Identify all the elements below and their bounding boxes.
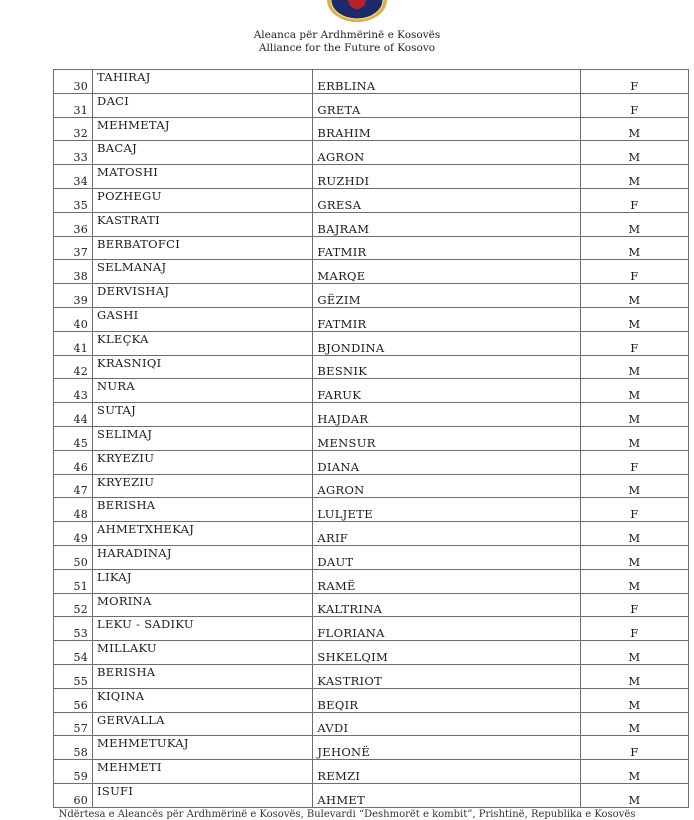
last-name-cell: KASTRATI bbox=[93, 212, 313, 236]
last-name-cell: NURA bbox=[93, 379, 313, 403]
last-name-cell: LEKU - SADIKU bbox=[93, 617, 313, 641]
row-number: 41 bbox=[54, 331, 93, 355]
gender-cell: M bbox=[580, 664, 688, 688]
first-name-cell: MENSUR bbox=[313, 426, 580, 450]
first-name-cell: SHKELQIM bbox=[313, 641, 580, 665]
first-name-cell: GËZIM bbox=[313, 284, 580, 308]
gender-cell: M bbox=[580, 760, 688, 784]
row-number: 31 bbox=[54, 93, 93, 117]
table-row bbox=[54, 307, 689, 331]
first-name-cell: DIANA bbox=[313, 450, 580, 474]
gender-cell: M bbox=[580, 522, 688, 546]
table-row bbox=[54, 783, 689, 807]
last-name-cell: BERISHA bbox=[93, 498, 313, 522]
gender-cell: M bbox=[580, 141, 688, 165]
last-name-cell: MATOSHI bbox=[93, 165, 313, 189]
row-number: 55 bbox=[54, 664, 93, 688]
last-name-cell: MORINA bbox=[93, 593, 313, 617]
gender-cell: F bbox=[580, 70, 688, 94]
first-name-cell: AVDI bbox=[313, 712, 580, 736]
table-row bbox=[54, 355, 689, 379]
gender-cell: M bbox=[580, 284, 688, 308]
row-number: 56 bbox=[54, 688, 93, 712]
candidate-table-body bbox=[54, 70, 689, 808]
table-row bbox=[54, 617, 689, 641]
row-number: 54 bbox=[54, 641, 93, 665]
party-emblem-icon bbox=[326, 0, 388, 24]
first-name-cell: BJONDINA bbox=[313, 331, 580, 355]
table-row bbox=[54, 284, 689, 308]
first-name-cell: ERBLINA bbox=[313, 70, 580, 94]
first-name-cell: BEQIR bbox=[313, 688, 580, 712]
row-number: 53 bbox=[54, 617, 93, 641]
row-number: 34 bbox=[54, 165, 93, 189]
first-name-cell: AGRON bbox=[313, 141, 580, 165]
gender-cell: M bbox=[580, 474, 688, 498]
row-number: 46 bbox=[54, 450, 93, 474]
row-number: 44 bbox=[54, 403, 93, 427]
gender-cell: M bbox=[580, 569, 688, 593]
document-header bbox=[0, 0, 694, 64]
first-name-cell: JEHONË bbox=[313, 736, 580, 760]
gender-cell: M bbox=[580, 688, 688, 712]
gender-cell: M bbox=[580, 212, 688, 236]
last-name-cell: MILLAKU bbox=[93, 641, 313, 665]
row-number: 40 bbox=[54, 307, 93, 331]
row-number: 30 bbox=[54, 70, 93, 94]
first-name-cell: FATMIR bbox=[313, 236, 580, 260]
row-number: 37 bbox=[54, 236, 93, 260]
first-name-cell: HAJDAR bbox=[313, 403, 580, 427]
first-name-cell: AHMET bbox=[313, 783, 580, 807]
last-name-cell: KIQINA bbox=[93, 688, 313, 712]
table-row bbox=[54, 260, 689, 284]
table-row bbox=[54, 664, 689, 688]
gender-cell: F bbox=[580, 498, 688, 522]
row-number: 49 bbox=[54, 522, 93, 546]
gender-cell: M bbox=[580, 236, 688, 260]
gender-cell: F bbox=[580, 331, 688, 355]
table-row bbox=[54, 70, 689, 94]
last-name-cell: AHMETXHEKAJ bbox=[93, 522, 313, 546]
table-row bbox=[54, 141, 689, 165]
first-name-cell: FLORIANA bbox=[313, 617, 580, 641]
table-row bbox=[54, 474, 689, 498]
row-number: 45 bbox=[54, 426, 93, 450]
first-name-cell: RAMË bbox=[313, 569, 580, 593]
table-row bbox=[54, 379, 689, 403]
first-name-cell: ARIF bbox=[313, 522, 580, 546]
gender-cell: F bbox=[580, 260, 688, 284]
first-name-cell: GRESA bbox=[313, 188, 580, 212]
row-number: 43 bbox=[54, 379, 93, 403]
first-name-cell: DAUT bbox=[313, 545, 580, 569]
first-name-cell: LULJETE bbox=[313, 498, 580, 522]
first-name-cell: KASTRIOT bbox=[313, 664, 580, 688]
table-row bbox=[54, 688, 689, 712]
table-row bbox=[54, 498, 689, 522]
last-name-cell: MEHMETI bbox=[93, 760, 313, 784]
table-row bbox=[54, 426, 689, 450]
table-row bbox=[54, 403, 689, 427]
first-name-cell: RUZHDI bbox=[313, 165, 580, 189]
row-number: 33 bbox=[54, 141, 93, 165]
row-number: 36 bbox=[54, 212, 93, 236]
table-row bbox=[54, 545, 689, 569]
last-name-cell: SELIMAJ bbox=[93, 426, 313, 450]
row-number: 35 bbox=[54, 188, 93, 212]
gender-cell: F bbox=[580, 617, 688, 641]
gender-cell: M bbox=[580, 355, 688, 379]
first-name-cell: REMZI bbox=[313, 760, 580, 784]
row-number: 51 bbox=[54, 569, 93, 593]
gender-cell: M bbox=[580, 379, 688, 403]
last-name-cell: BACAJ bbox=[93, 141, 313, 165]
last-name-cell: KRASNIQI bbox=[93, 355, 313, 379]
row-number: 57 bbox=[54, 712, 93, 736]
first-name-cell: FARUK bbox=[313, 379, 580, 403]
org-name-albanian: Aleanca për Ardhmërinë e Kosovës bbox=[253, 29, 441, 41]
row-number: 52 bbox=[54, 593, 93, 617]
table-row bbox=[54, 641, 689, 665]
last-name-cell: DERVISHAJ bbox=[93, 284, 313, 308]
table-row bbox=[54, 593, 689, 617]
org-name-english: Alliance for the Future of Kosovo bbox=[258, 42, 436, 54]
gender-cell: F bbox=[580, 736, 688, 760]
row-number: 42 bbox=[54, 355, 93, 379]
row-number: 60 bbox=[54, 783, 93, 807]
table-row bbox=[54, 236, 689, 260]
table-row bbox=[54, 522, 689, 546]
table-row bbox=[54, 760, 689, 784]
gender-cell: F bbox=[580, 593, 688, 617]
first-name-cell: MARQE bbox=[313, 260, 580, 284]
first-name-cell: GRETA bbox=[313, 93, 580, 117]
table-row bbox=[54, 569, 689, 593]
row-number: 48 bbox=[54, 498, 93, 522]
gender-cell: F bbox=[580, 188, 688, 212]
gender-cell: M bbox=[580, 641, 688, 665]
last-name-cell: POZHEGU bbox=[93, 188, 313, 212]
last-name-cell: KRYEZIU bbox=[93, 474, 313, 498]
table-row bbox=[54, 212, 689, 236]
first-name-cell: FATMIR bbox=[313, 307, 580, 331]
gender-cell: M bbox=[580, 307, 688, 331]
table-row bbox=[54, 165, 689, 189]
last-name-cell: LIKAJ bbox=[93, 569, 313, 593]
first-name-cell: BAJRAM bbox=[313, 212, 580, 236]
last-name-cell: HARADINAJ bbox=[93, 545, 313, 569]
table-row bbox=[54, 331, 689, 355]
gender-cell: M bbox=[580, 426, 688, 450]
last-name-cell: MEHMETUKAJ bbox=[93, 736, 313, 760]
gender-cell: M bbox=[580, 165, 688, 189]
footer-address: Ndërtesa e Aleancës për Ardhmërinë e Kosovës, Bulevardi “Deshmorët e kombit”, Prishtinë, Republika e Kosovës bbox=[58, 809, 636, 820]
candidate-table bbox=[53, 69, 689, 808]
gender-cell: M bbox=[580, 117, 688, 141]
row-number: 50 bbox=[54, 545, 93, 569]
gender-cell: F bbox=[580, 450, 688, 474]
first-name-cell: BESNIK bbox=[313, 355, 580, 379]
first-name-cell: AGRON bbox=[313, 474, 580, 498]
last-name-cell: GERVALLA bbox=[93, 712, 313, 736]
last-name-cell: GASHI bbox=[93, 307, 313, 331]
first-name-cell: BRAHIM bbox=[313, 117, 580, 141]
row-number: 47 bbox=[54, 474, 93, 498]
gender-cell: M bbox=[580, 712, 688, 736]
gender-cell: F bbox=[580, 93, 688, 117]
table-row bbox=[54, 93, 689, 117]
last-name-cell: DACI bbox=[93, 93, 313, 117]
last-name-cell: ISUFI bbox=[93, 783, 313, 807]
last-name-cell: BERISHA bbox=[93, 664, 313, 688]
row-number: 39 bbox=[54, 284, 93, 308]
first-name-cell: KALTRINA bbox=[313, 593, 580, 617]
last-name-cell: SELMANAJ bbox=[93, 260, 313, 284]
table-row bbox=[54, 736, 689, 760]
table-row bbox=[54, 188, 689, 212]
table-row bbox=[54, 450, 689, 474]
row-number: 38 bbox=[54, 260, 93, 284]
table-row bbox=[54, 712, 689, 736]
table-row bbox=[54, 117, 689, 141]
gender-cell: M bbox=[580, 403, 688, 427]
last-name-cell: KLEÇKA bbox=[93, 331, 313, 355]
last-name-cell: BERBATOFCI bbox=[93, 236, 313, 260]
gender-cell: M bbox=[580, 545, 688, 569]
row-number: 32 bbox=[54, 117, 93, 141]
gender-cell: M bbox=[580, 783, 688, 807]
last-name-cell: TAHIRAJ bbox=[93, 70, 313, 94]
row-number: 58 bbox=[54, 736, 93, 760]
row-number: 59 bbox=[54, 760, 93, 784]
last-name-cell: SUTAJ bbox=[93, 403, 313, 427]
last-name-cell: KRYEZIU bbox=[93, 450, 313, 474]
last-name-cell: MEHMETAJ bbox=[93, 117, 313, 141]
